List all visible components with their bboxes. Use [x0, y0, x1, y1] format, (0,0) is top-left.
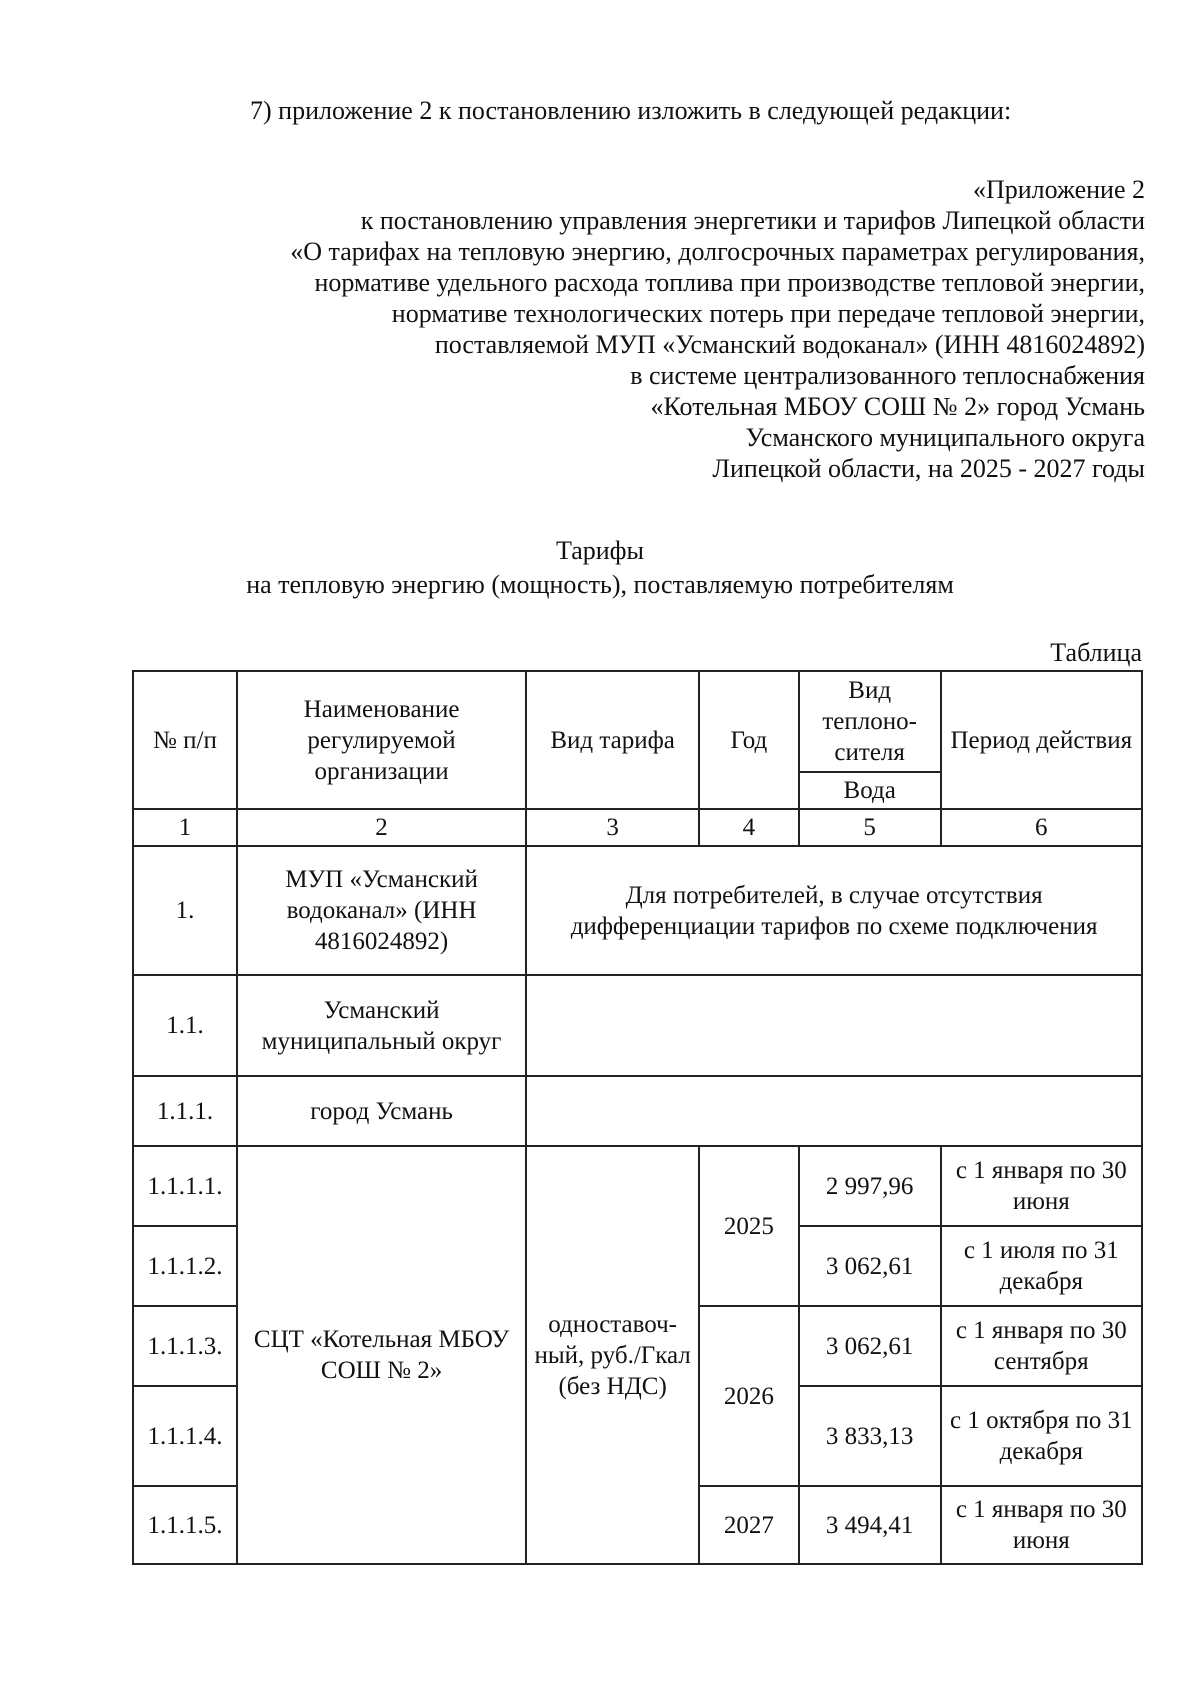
col-number: 1: [133, 809, 237, 846]
district-name: Усманский муниципальный округ: [237, 975, 526, 1076]
header-num: № п/п: [133, 671, 237, 809]
column-number-row: [133, 809, 1142, 846]
header-carrier: Вид теплоно-сителя: [799, 671, 941, 772]
system-name: СЦТ «Котельная МБОУ СОШ № 2»: [237, 1146, 526, 1564]
tariff-value: 2 997,96: [799, 1146, 941, 1226]
tariff-period: с 1 июля по 31 декабря: [941, 1226, 1142, 1306]
appendix-line: к постановлению управления энергетики и тарифов Липецкой области: [360, 206, 1145, 235]
table-row: [133, 1146, 1142, 1226]
row-num: 1.1.1.2.: [133, 1226, 237, 1306]
appendix-line: в системе централизованного теплоснабжения: [630, 361, 1145, 390]
appendix-line: нормативе технологических потерь при передаче тепловой энергии,: [391, 299, 1145, 328]
table-row: [133, 975, 1142, 1076]
header-org: Наименование регулируемой организации: [237, 671, 526, 809]
tariff-period: с 1 января по 30 июня: [941, 1486, 1142, 1564]
header-carrier-water: Вода: [799, 772, 941, 809]
document-title: [0, 534, 1200, 602]
consumer-note: Для потребителей, в случае отсутствия дифференциации тарифов по схеме подключения: [526, 846, 1142, 975]
table-label: Таблица: [1050, 638, 1142, 667]
col-number: 4: [699, 809, 799, 846]
org-name: МУП «Усманский водоканал» (ИНН 4816024892): [237, 846, 526, 975]
col-number: 2: [237, 809, 526, 846]
tariff-period: с 1 января по 30 июня: [941, 1146, 1142, 1226]
table-row: [133, 1076, 1142, 1146]
year-cell: 2026: [699, 1306, 799, 1486]
appendix-header: [145, 174, 1145, 484]
tariff-type: одноставоч-ный, руб./Гкал (без НДС): [526, 1146, 699, 1564]
year-cell: 2025: [699, 1146, 799, 1306]
appendix-line: «Приложение 2: [972, 175, 1145, 204]
city-name: город Усмань: [237, 1076, 526, 1146]
intro-text: 7) приложение 2 к постановлению изложить в следующей редакции:: [250, 96, 1012, 125]
tariff-value: 3 062,61: [799, 1226, 941, 1306]
tariff-value: 3 494,41: [799, 1486, 941, 1564]
tariff-period: с 1 октября по 31 декабря: [941, 1386, 1142, 1486]
empty-cell: [526, 1076, 1142, 1146]
row-num: 1.1.1.3.: [133, 1306, 237, 1386]
header-year: Год: [699, 671, 799, 809]
row-num: 1.1.1.4.: [133, 1386, 237, 1486]
title: Тарифы: [555, 536, 644, 565]
row-num: 1.: [133, 846, 237, 975]
subtitle: на тепловую энергию (мощность), поставляемую потребителям: [246, 570, 954, 599]
tariff-period: с 1 января по 30 сентября: [941, 1306, 1142, 1386]
appendix-line: Липецкой области, на 2025 - 2027 годы: [712, 454, 1145, 483]
table-row: [133, 846, 1142, 975]
appendix-line: поставляемой МУП «Усманский водоканал» (ИНН 4816024892): [434, 330, 1145, 359]
tariff-value: 3 062,61: [799, 1306, 941, 1386]
row-num: 1.1.1.: [133, 1076, 237, 1146]
appendix-line: «О тарифах на тепловую энергию, долгосрочных параметрах регулирования,: [290, 237, 1145, 266]
header-period: Период действия: [941, 671, 1142, 809]
header-tariff-type: Вид тарифа: [526, 671, 699, 809]
row-num: 1.1.: [133, 975, 237, 1076]
appendix-line: «Котельная МБОУ СОШ № 2» город Усмань: [650, 392, 1145, 421]
col-number: 6: [941, 809, 1142, 846]
tariff-value: 3 833,13: [799, 1386, 941, 1486]
appendix-line: нормативе удельного расхода топлива при производстве тепловой энергии,: [314, 268, 1145, 297]
col-number: 3: [526, 809, 699, 846]
empty-cell: [526, 975, 1142, 1076]
header-row: [133, 671, 1142, 772]
col-number: 5: [799, 809, 941, 846]
row-num: 1.1.1.1.: [133, 1146, 237, 1226]
appendix-line: Усманского муниципального округа: [745, 423, 1145, 452]
year-cell: 2027: [699, 1486, 799, 1564]
tariff-table: [132, 670, 1143, 1565]
row-num: 1.1.1.5.: [133, 1486, 237, 1564]
